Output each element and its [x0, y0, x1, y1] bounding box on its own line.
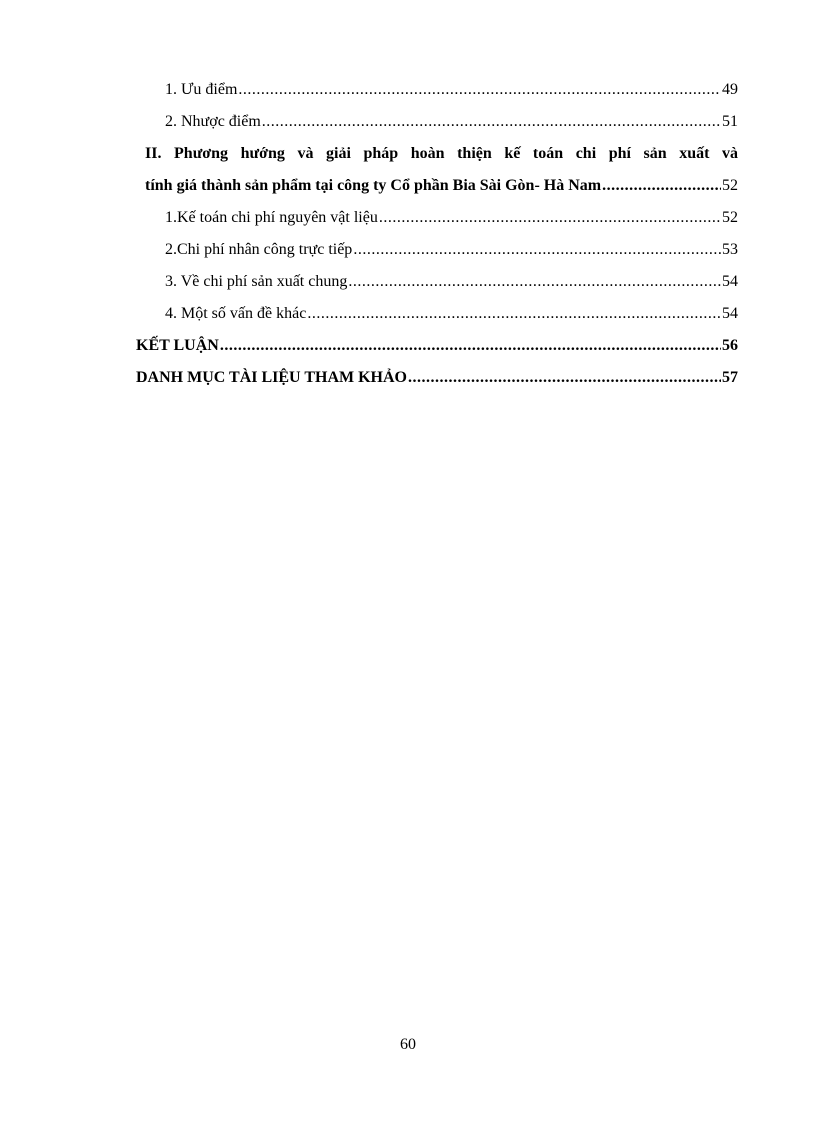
toc-entry-page: 54 [722, 273, 738, 290]
toc-entry-van-de-khac[interactable] [136, 298, 738, 330]
toc-entry-title: 2. Nhược điểm [165, 113, 261, 130]
toc-entry-title-line1: II. Phương hướng và giải pháp hoàn thiện kế toán chi phí sản xuất và [145, 145, 738, 162]
toc-entry-san-xuat-chung[interactable] [136, 266, 738, 298]
toc-entry-uu-diem[interactable] [136, 74, 738, 106]
toc-entry-title: 2.Chi phí nhân công trực tiếp [165, 241, 353, 258]
dot-leader [238, 74, 721, 106]
toc-entry-page: 57 [722, 369, 738, 386]
dot-leader [262, 106, 721, 138]
toc-entry-nhuoc-diem[interactable] [136, 106, 738, 138]
toc-entry-tai-lieu-tham-khao[interactable] [136, 362, 738, 394]
toc-entry-title-line2-row [145, 170, 738, 202]
toc-entry-title: 1. Ưu điểm [165, 81, 238, 98]
dot-leader [379, 202, 721, 234]
toc-entry-page: 51 [722, 113, 738, 130]
toc-entry-section-ii[interactable] [136, 138, 738, 202]
toc-entry-nhan-cong[interactable] [136, 234, 738, 266]
toc-entry-page: 53 [722, 241, 738, 258]
toc-entry-page: 49 [722, 81, 738, 98]
toc-entry-title: KẾT LUẬN [136, 337, 219, 354]
toc-entry-title-line2: tính giá thành sản phẩm tại công ty Cổ phần Bia Sài Gòn- Hà Nam [145, 177, 602, 194]
dot-leader [307, 298, 721, 330]
toc-entry-title: DANH MỤC TÀI LIỆU THAM KHẢO [136, 369, 407, 386]
toc-entry-page: 56 [722, 337, 738, 354]
toc-entry-page: 52 [722, 177, 738, 194]
toc-entry-title: 1.Kế toán chi phí nguyên vật liệu [165, 209, 378, 226]
toc-entry-page: 54 [722, 305, 738, 322]
page-number: 60 [400, 1036, 416, 1053]
dot-leader [348, 266, 721, 298]
toc-entry-title: 4. Một số vấn đề khác [165, 305, 307, 322]
toc-entry-page: 52 [722, 209, 738, 226]
toc-entry-ket-luan[interactable] [136, 330, 738, 362]
table-of-contents [136, 74, 738, 394]
toc-entry-nguyen-vat-lieu[interactable] [136, 202, 738, 234]
toc-entry-title: 3. Về chi phí sản xuất chung [165, 273, 348, 290]
dot-leader [353, 234, 721, 266]
dot-leader [408, 362, 721, 394]
dot-leader [602, 170, 721, 202]
dot-leader [220, 330, 721, 362]
